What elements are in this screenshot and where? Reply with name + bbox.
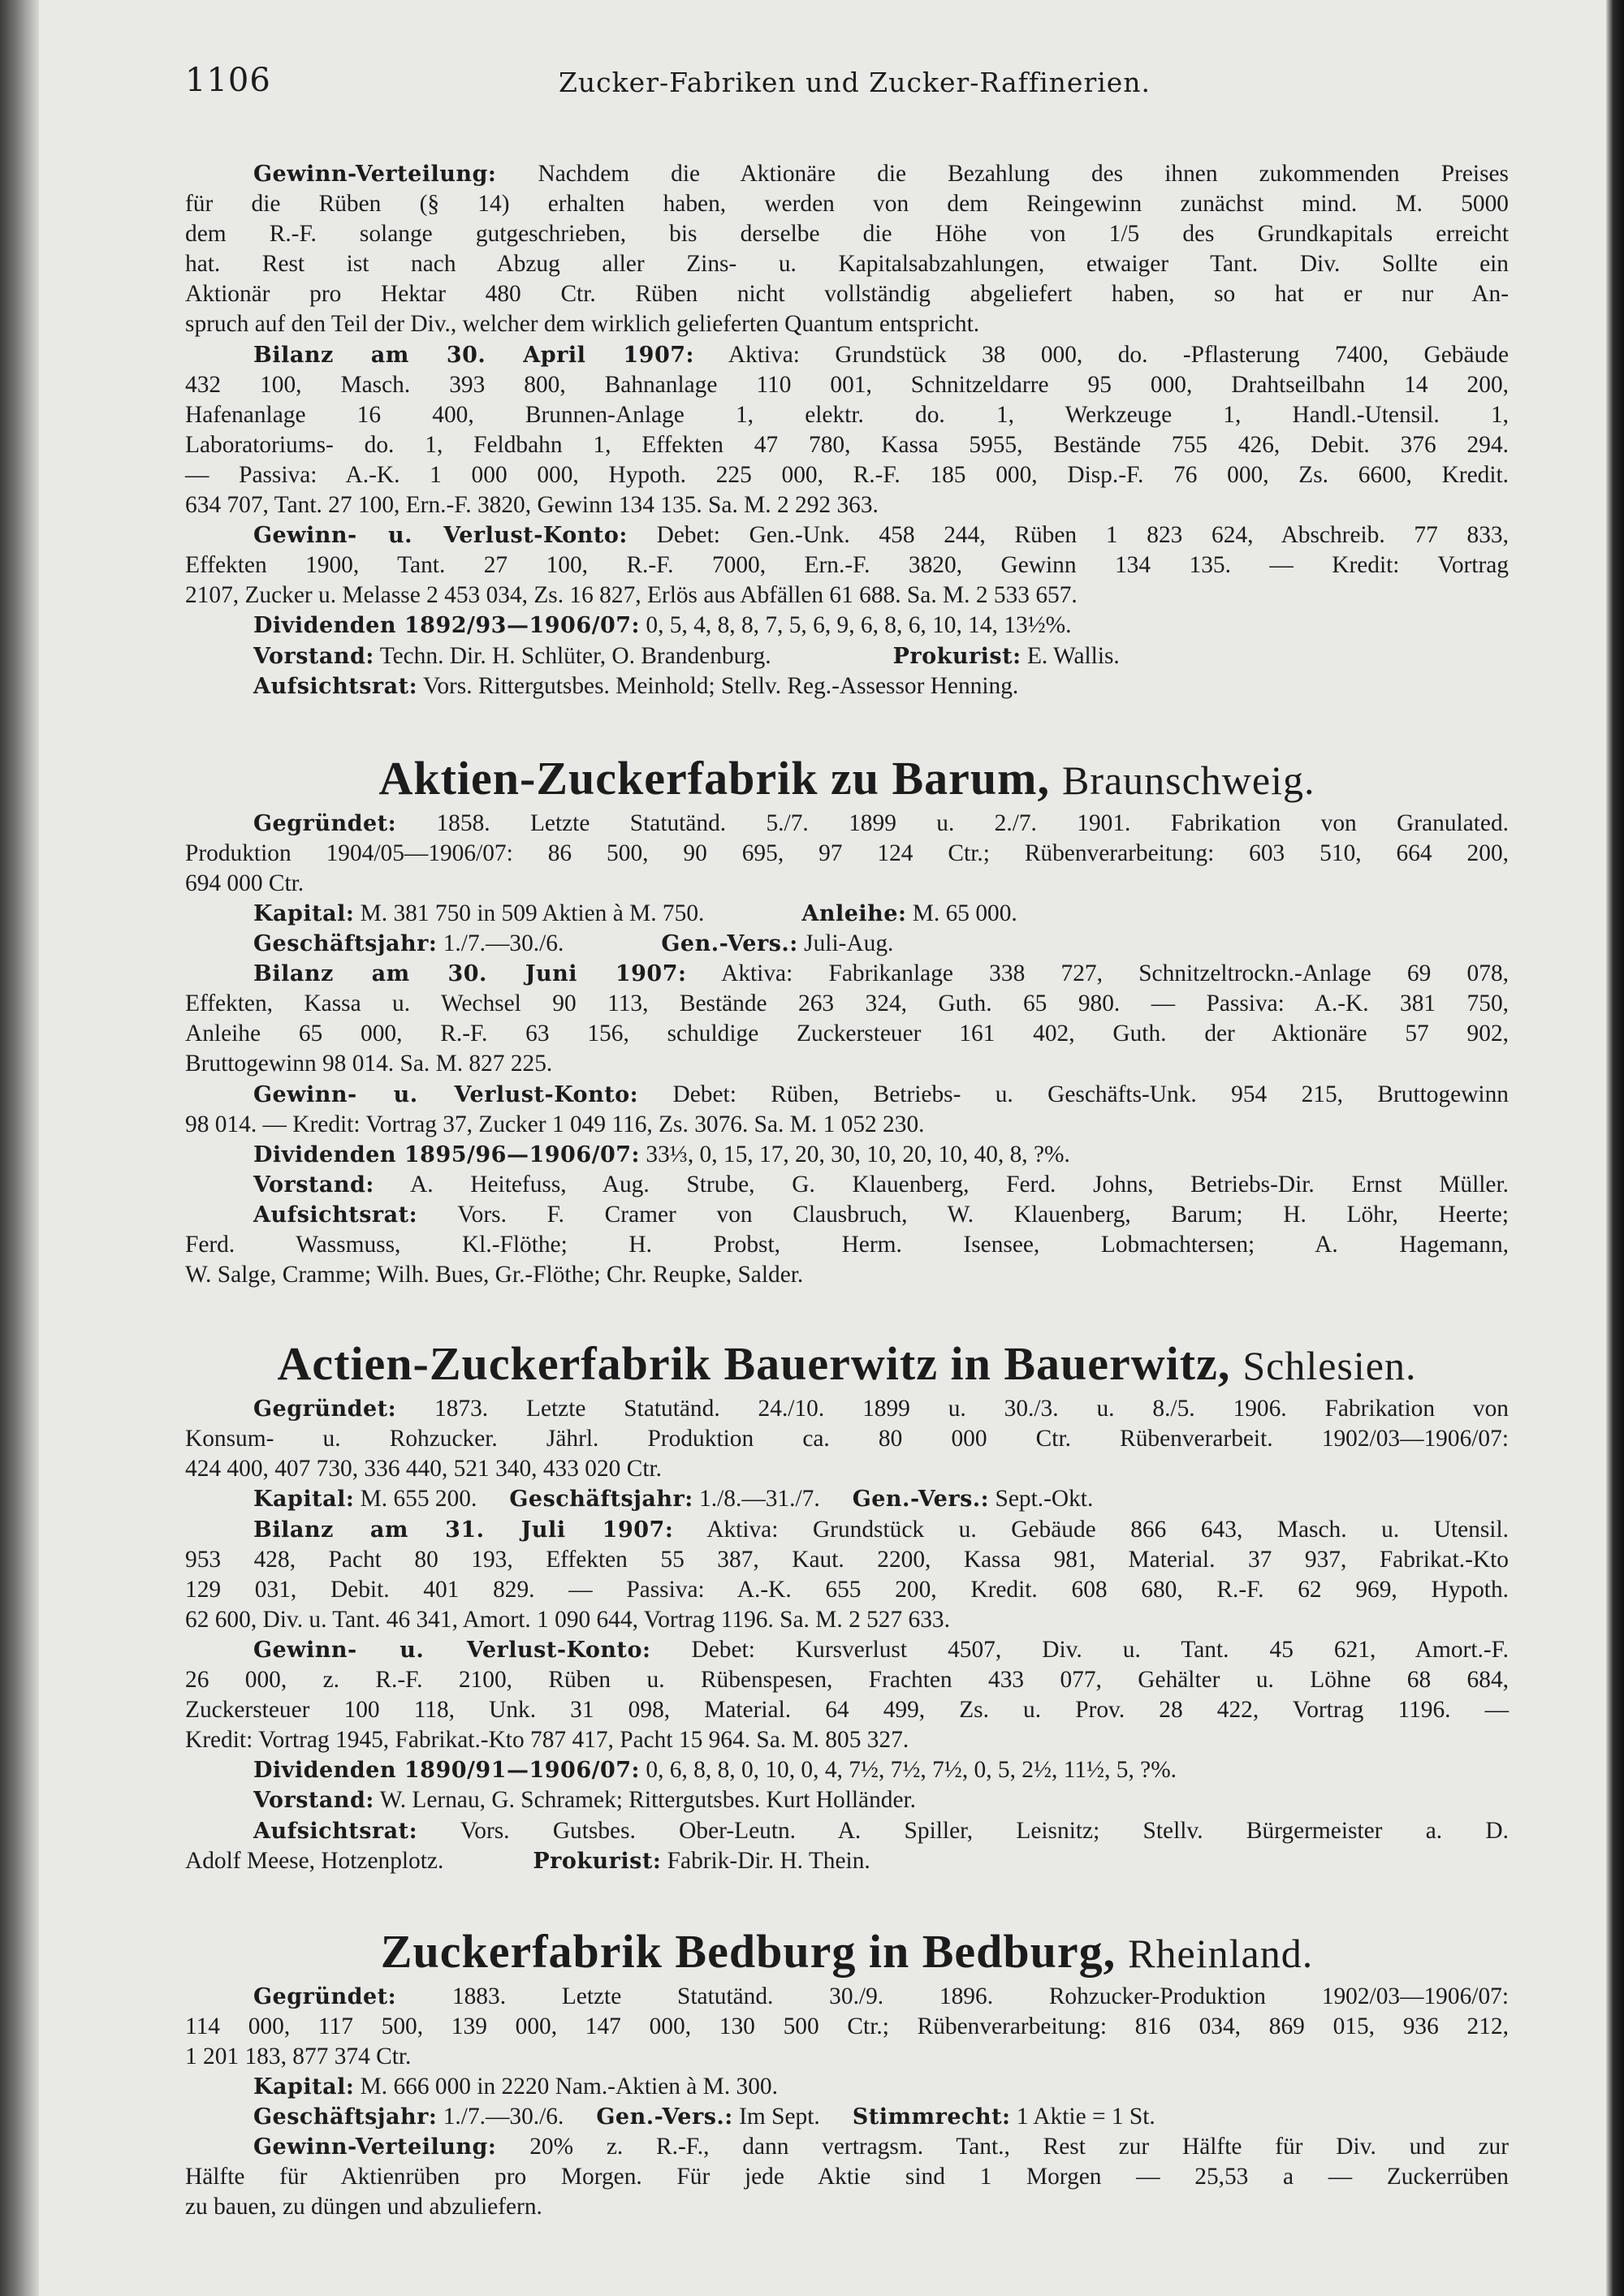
section-label: Gewinn- u. Verlust-Konto: xyxy=(253,523,628,549)
section-label: Geschäftsjahr: xyxy=(253,2104,438,2130)
section-label: Gewinn-Verteilung: xyxy=(253,162,497,187)
section-label: Dividenden 1892/93—1906/07: xyxy=(253,613,641,639)
running-title: Zucker-Fabriken und Zucker-Raffinerien. xyxy=(559,67,1151,98)
text-line: Aktionär pro Hektar 480 Ctr. Rüben nicht vollständig abgeliefert haben, so hat er nur An- xyxy=(185,281,1509,308)
text-line: zu bauen, zu düngen und abzuliefern. xyxy=(185,2194,542,2220)
text-line: 1 201 183, 877 374 Ctr. xyxy=(185,2043,412,2069)
section-label: Kapital: xyxy=(253,2074,355,2100)
text-line: 432 100, Masch. 393 800, Bahnanlage 110 001, Schnitzeldarre 95 000, Drahtseilbahn 14 200, xyxy=(185,371,1509,398)
vorstand-line: Vorstand: A. Heitefuss, Aug. Strube, G. Klauenberg, Ferd. Johns, Betriebs-Dir. Ernst Müller. xyxy=(253,1171,1509,1198)
text-line: spruch auf den Teil der Div., welcher dem wirklich gelieferten Quantum entspricht. xyxy=(185,311,980,338)
vorstand-line: Vorstand: Techn. Dir. H. Schlüter, O. Brandenburg. Prokurist: E. Wallis. xyxy=(253,642,1120,669)
section-label: Aufsichtsrat: xyxy=(253,1818,418,1844)
section-label: Kapital: xyxy=(253,1487,355,1513)
section-label: Gegründet: xyxy=(253,1983,397,2009)
section-label: Geschäftsjahr: xyxy=(253,931,438,957)
text-line: für die Rüben (§ 14) erhalten haben, werden von dem Reingewinn zunächst mind. M. 5000 xyxy=(185,191,1509,218)
text-line: Adolf Meese, Hotzenplotz. Prokurist: Fabrik-Dir. H. Thein. xyxy=(185,1847,870,1874)
text-line: Bruttogewinn 98 014. Sa. M. 827 225. xyxy=(185,1051,553,1077)
text-line: hat. Rest ist nach Abzug aller Zins- u. Kapitalsabzahlungen, etwaiger Tant. Div. Sollte ein xyxy=(185,251,1509,278)
text-line: Anleihe 65 000, R.-F. 63 156, schuldige Zuckersteuer 161 402, Guth. der Aktionäre 57 902, xyxy=(185,1021,1509,1047)
section-label: Gewinn-Verteilung: xyxy=(253,2134,497,2160)
section-label: Geschäftsjahr: xyxy=(509,1487,693,1513)
gegruendet-line: Gegründet: 1858. Letzte Statutänd. 5./7. 1899 u. 2./7. 1901. Fabrikation von Granulated. xyxy=(253,809,1509,836)
section-label: Stimmrecht: xyxy=(852,2104,1011,2130)
kapital-line: Kapital: M. 666 000 in 2220 Nam.-Aktien à M. 300. xyxy=(253,2073,778,2100)
text-line: W. Salge, Cramme; Wilh. Bues, Gr.-Flöthe; Chr. Reupke, Salder. xyxy=(185,1262,804,1288)
text-line: 694 000 Ctr. xyxy=(185,870,304,896)
vorstand-line: Vorstand: W. Lernau, G. Schramek; Rittergutsbes. Kurt Holländer. xyxy=(253,1787,917,1814)
section-label: Kapital: xyxy=(253,900,355,926)
dividenden-line: Dividenden 1892/93—1906/07: 0, 5, 4, 8, 8, 7, 5, 6, 9, 6, 8, 6, 10, 14, 13½%. xyxy=(253,612,1072,639)
text-line: 129 031, Debit. 401 829. — Passiva: A.-K. 655 200, Kredit. 608 680, R.-F. 62 969, Hypoth. xyxy=(185,1576,1509,1603)
text-line: 114 000, 117 500, 139 000, 147 000, 130 500 Ctr.; Rübenverarbeitung: 816 034, 869 015, 936 212, xyxy=(185,2013,1509,2039)
section-label: Vorstand: xyxy=(253,643,374,669)
gv-line: Gewinn- u. Verlust-Konto: Debet: Kursverlust 4507, Div. u. Tant. 45 621, Amort.-F. xyxy=(253,1636,1509,1663)
text-line: Konsum- u. Rohzucker. Jährl. Produktion ca. 80 000 Ctr. Rübenverarbeit. 1902/03—1906/07: xyxy=(185,1426,1509,1452)
section-label: Gen.-Vers.: xyxy=(596,2104,733,2130)
geschaeftsjahr-line: Geschäftsjahr: 1./7.—30./6. Gen.-Vers.: Juli-Aug. xyxy=(253,930,894,957)
section-label: Prokurist: xyxy=(892,643,1021,669)
company-entry-barum xyxy=(185,750,1509,1291)
section-label: Gegründet: xyxy=(253,1396,397,1422)
document-page xyxy=(185,62,1509,2222)
text-line: 98 014. — Kredit: Vortrag 37, Zucker 1 049 116, Zs. 3076. Sa. M. 1 052 230. xyxy=(185,1111,925,1137)
text-line: Effekten 1900, Tant. 27 100, R.-F. 7000, Ern.-F. 3820, Gewinn 134 135. — Kredit: Vortrag xyxy=(185,552,1509,579)
dividenden-line: Dividenden 1890/91—1906/07: 0, 6, 8, 8, 0, 10, 0, 4, 7½, 7½, 7½, 0, 5, 2½, 11½, 5, ?%. xyxy=(253,1757,1177,1784)
section-label: Gewinn- u. Verlust-Konto: xyxy=(253,1637,651,1663)
text-line: 634 707, Tant. 27 100, Ern.-F. 3820, Gewinn 134 135. Sa. M. 2 292 363. xyxy=(185,492,879,519)
section-label: Aufsichtsrat: xyxy=(253,673,418,699)
bilanz-line: Bilanz am 30. Juni 1907: Aktiva: Fabrikanlage 338 727, Schnitzeltrockn.-Anlage 69 078, xyxy=(253,960,1509,987)
section-label: Gen.-Vers.: xyxy=(852,1487,990,1513)
text-line: Zuckersteuer 100 118, Unk. 31 098, Material. 64 499, Zs. u. Prov. 28 422, Vortrag 1196. — xyxy=(185,1697,1509,1724)
gegruendet-line: Gegründet: 1873. Letzte Statutänd. 24./10. 1899 u. 30./3. u. 8./5. 1906. Fabrikation von xyxy=(253,1396,1509,1422)
text-line: 424 400, 407 730, 336 440, 521 340, 433 020 Ctr. xyxy=(185,1456,663,1482)
text-line: Kredit: Vortrag 1945, Fabrikat.-Kto 787 417, Pacht 15 964. Sa. M. 805 327. xyxy=(185,1727,909,1754)
text-line: Produktion 1904/05—1906/07: 86 500, 90 695, 97 124 Ctr.; Rübenverarbeitung: 603 510, 664 200, xyxy=(185,839,1509,866)
gv-line: Gewinn- u. Verlust-Konto: Debet: Rüben, Betriebs- u. Geschäfts-Unk. 954 215, Bruttogewinn xyxy=(253,1081,1509,1107)
gewinn-verteilung-line: Gewinn-Verteilung: 20% z. R.-F., dann vertragsm. Tant., Rest zur Hälfte für Div. und zur xyxy=(253,2134,1509,2160)
page-header xyxy=(185,62,1509,110)
section-label: Anleihe: xyxy=(801,900,907,926)
geschaeftsjahr-line: Geschäftsjahr: 1./7.—30./6. Gen.-Vers.: Im Sept. Stimmrecht: 1 Aktie = 1 St. xyxy=(253,2104,1155,2130)
company-entry-bauerwitz xyxy=(185,1336,1509,1876)
section-label: Vorstand: xyxy=(253,1788,374,1814)
kapital-line: Kapital: M. 381 750 in 509 Aktien à M. 750. Anleihe: M. 65 000. xyxy=(253,900,1017,926)
section-label: Dividenden 1895/96—1906/07: xyxy=(253,1142,641,1167)
text-line: dem R.-F. solange gutgeschrieben, bis derselbe die Höhe von 1/5 des Grundkapitals erreicht xyxy=(185,221,1509,248)
text-line: 2107, Zucker u. Melasse 2 453 034, Zs. 16 827, Erlös aus Abfällen 61 688. Sa. M. 2 533 657. xyxy=(185,582,1078,609)
section-label: Gewinn- u. Verlust-Konto: xyxy=(253,1081,639,1107)
company-title: Actien-Zuckerfabrik Bauerwitz in Bauerwitz, Schlesien. xyxy=(277,1337,1417,1391)
section-label: Gen.-Vers.: xyxy=(661,931,798,957)
kapital-line: Kapital: M. 655 200. Geschäftsjahr: 1./8.—31./7. Gen.-Vers.: Sept.-Okt. xyxy=(253,1486,1094,1513)
aufsichtsrat-line: Aufsichtsrat: Vors. Gutsbes. Ober-Leutn. A. Spiller, Leisnitz; Stellv. Bürgermeister a. D. xyxy=(253,1817,1509,1844)
aufsichtsrat-line: Aufsichtsrat: Vors. Rittergutsbes. Meinhold; Stellv. Reg.-Assessor Henning. xyxy=(253,672,1019,699)
company-title: Zuckerfabrik Bedburg in Bedburg, Rheinland. xyxy=(380,1924,1314,1978)
text-line: — Passiva: A.-K. 1 000 000, Hypoth. 225 000, R.-F. 185 000, Disp.-F. 76 000, Zs. 6600, Kredit. xyxy=(185,461,1509,488)
section-label: Vorstand: xyxy=(253,1172,374,1198)
intro-section xyxy=(185,159,1509,701)
text-line: Hafenanlage 16 400, Brunnen-Anlage 1, elektr. do. 1, Werkzeuge 1, Handl.-Utensil. 1, xyxy=(185,401,1509,428)
section-label: Bilanz am 31. Juli 1907: xyxy=(253,1517,674,1543)
text-line: 26 000, z. R.-F. 2100, Rüben u. Rübenspesen, Frachten 433 077, Gehälter u. Löhne 68 684, xyxy=(185,1667,1509,1694)
scan-left-edge xyxy=(0,0,39,2296)
section-label: Bilanz am 30. Juni 1907: xyxy=(253,961,687,987)
text-line: Ferd. Wassmuss, Kl.-Flöthe; H. Probst, Herm. Isensee, Lobmachtersen; A. Hagemann, xyxy=(185,1232,1509,1258)
bilanz-line: Bilanz am 30. April 1907: Aktiva: Grundstück 38 000, do. -Pflasterung 7400, Gebäude xyxy=(253,341,1509,368)
gewinn-verteilung-line: Gewinn-Verteilung: Nachdem die Aktionäre die Bezahlung des ihnen zukommenden Preises xyxy=(253,161,1509,187)
company-entry-bedburg xyxy=(185,1923,1509,2223)
section-label: Bilanz am 30. April 1907: xyxy=(253,342,694,368)
page-number: 1106 xyxy=(185,62,271,99)
gv-line: Gewinn- u. Verlust-Konto: Debet: Gen.-Unk. 458 244, Rüben 1 823 624, Abschreib. 77 833, xyxy=(253,522,1509,549)
scan-right-edge xyxy=(1606,0,1624,2296)
company-title: Aktien-Zuckerfabrik zu Barum, Braunschweig. xyxy=(378,751,1315,805)
section-label: Dividenden 1890/91—1906/07: xyxy=(253,1758,641,1784)
gegruendet-line: Gegründet: 1883. Letzte Statutänd. 30./9. 1896. Rohzucker-Produktion 1902/03—1906/07: xyxy=(253,1983,1509,2009)
text-line: Hälfte für Aktienrüben pro Morgen. Für jede Aktie sind 1 Morgen — 25,53 a — Zuckerrüben xyxy=(185,2164,1509,2190)
section-label: Aufsichtsrat: xyxy=(253,1202,418,1228)
aufsichtsrat-line: Aufsichtsrat: Vors. F. Cramer von Clausbruch, W. Klauenberg, Barum; H. Löhr, Heerte; xyxy=(253,1201,1509,1228)
section-label: Gegründet: xyxy=(253,810,397,836)
text-line: Effekten, Kassa u. Wechsel 90 113, Bestände 263 324, Guth. 65 980. — Passiva: A.-K. 381 750, xyxy=(185,990,1509,1017)
bilanz-line: Bilanz am 31. Juli 1907: Aktiva: Grundstück u. Gebäude 866 643, Masch. u. Utensil. xyxy=(253,1516,1509,1543)
dividenden-line: Dividenden 1895/96—1906/07: 33⅓, 0, 15, 17, 20, 30, 10, 20, 10, 40, 8, ?%. xyxy=(253,1141,1070,1167)
text-line: 62 600, Div. u. Tant. 46 341, Amort. 1 090 644, Vortrag 1196. Sa. M. 2 527 633. xyxy=(185,1606,950,1633)
text-line: 953 428, Pacht 80 193, Effekten 55 387, Kaut. 2200, Kassa 981, Material. 37 937, Fabrikat.-Kto xyxy=(185,1546,1509,1573)
section-label: Prokurist: xyxy=(533,1848,662,1874)
text-line: Laboratoriums- do. 1, Feldbahn 1, Effekten 47 780, Kassa 5955, Bestände 755 426, Debit. 376 294. xyxy=(185,431,1509,458)
